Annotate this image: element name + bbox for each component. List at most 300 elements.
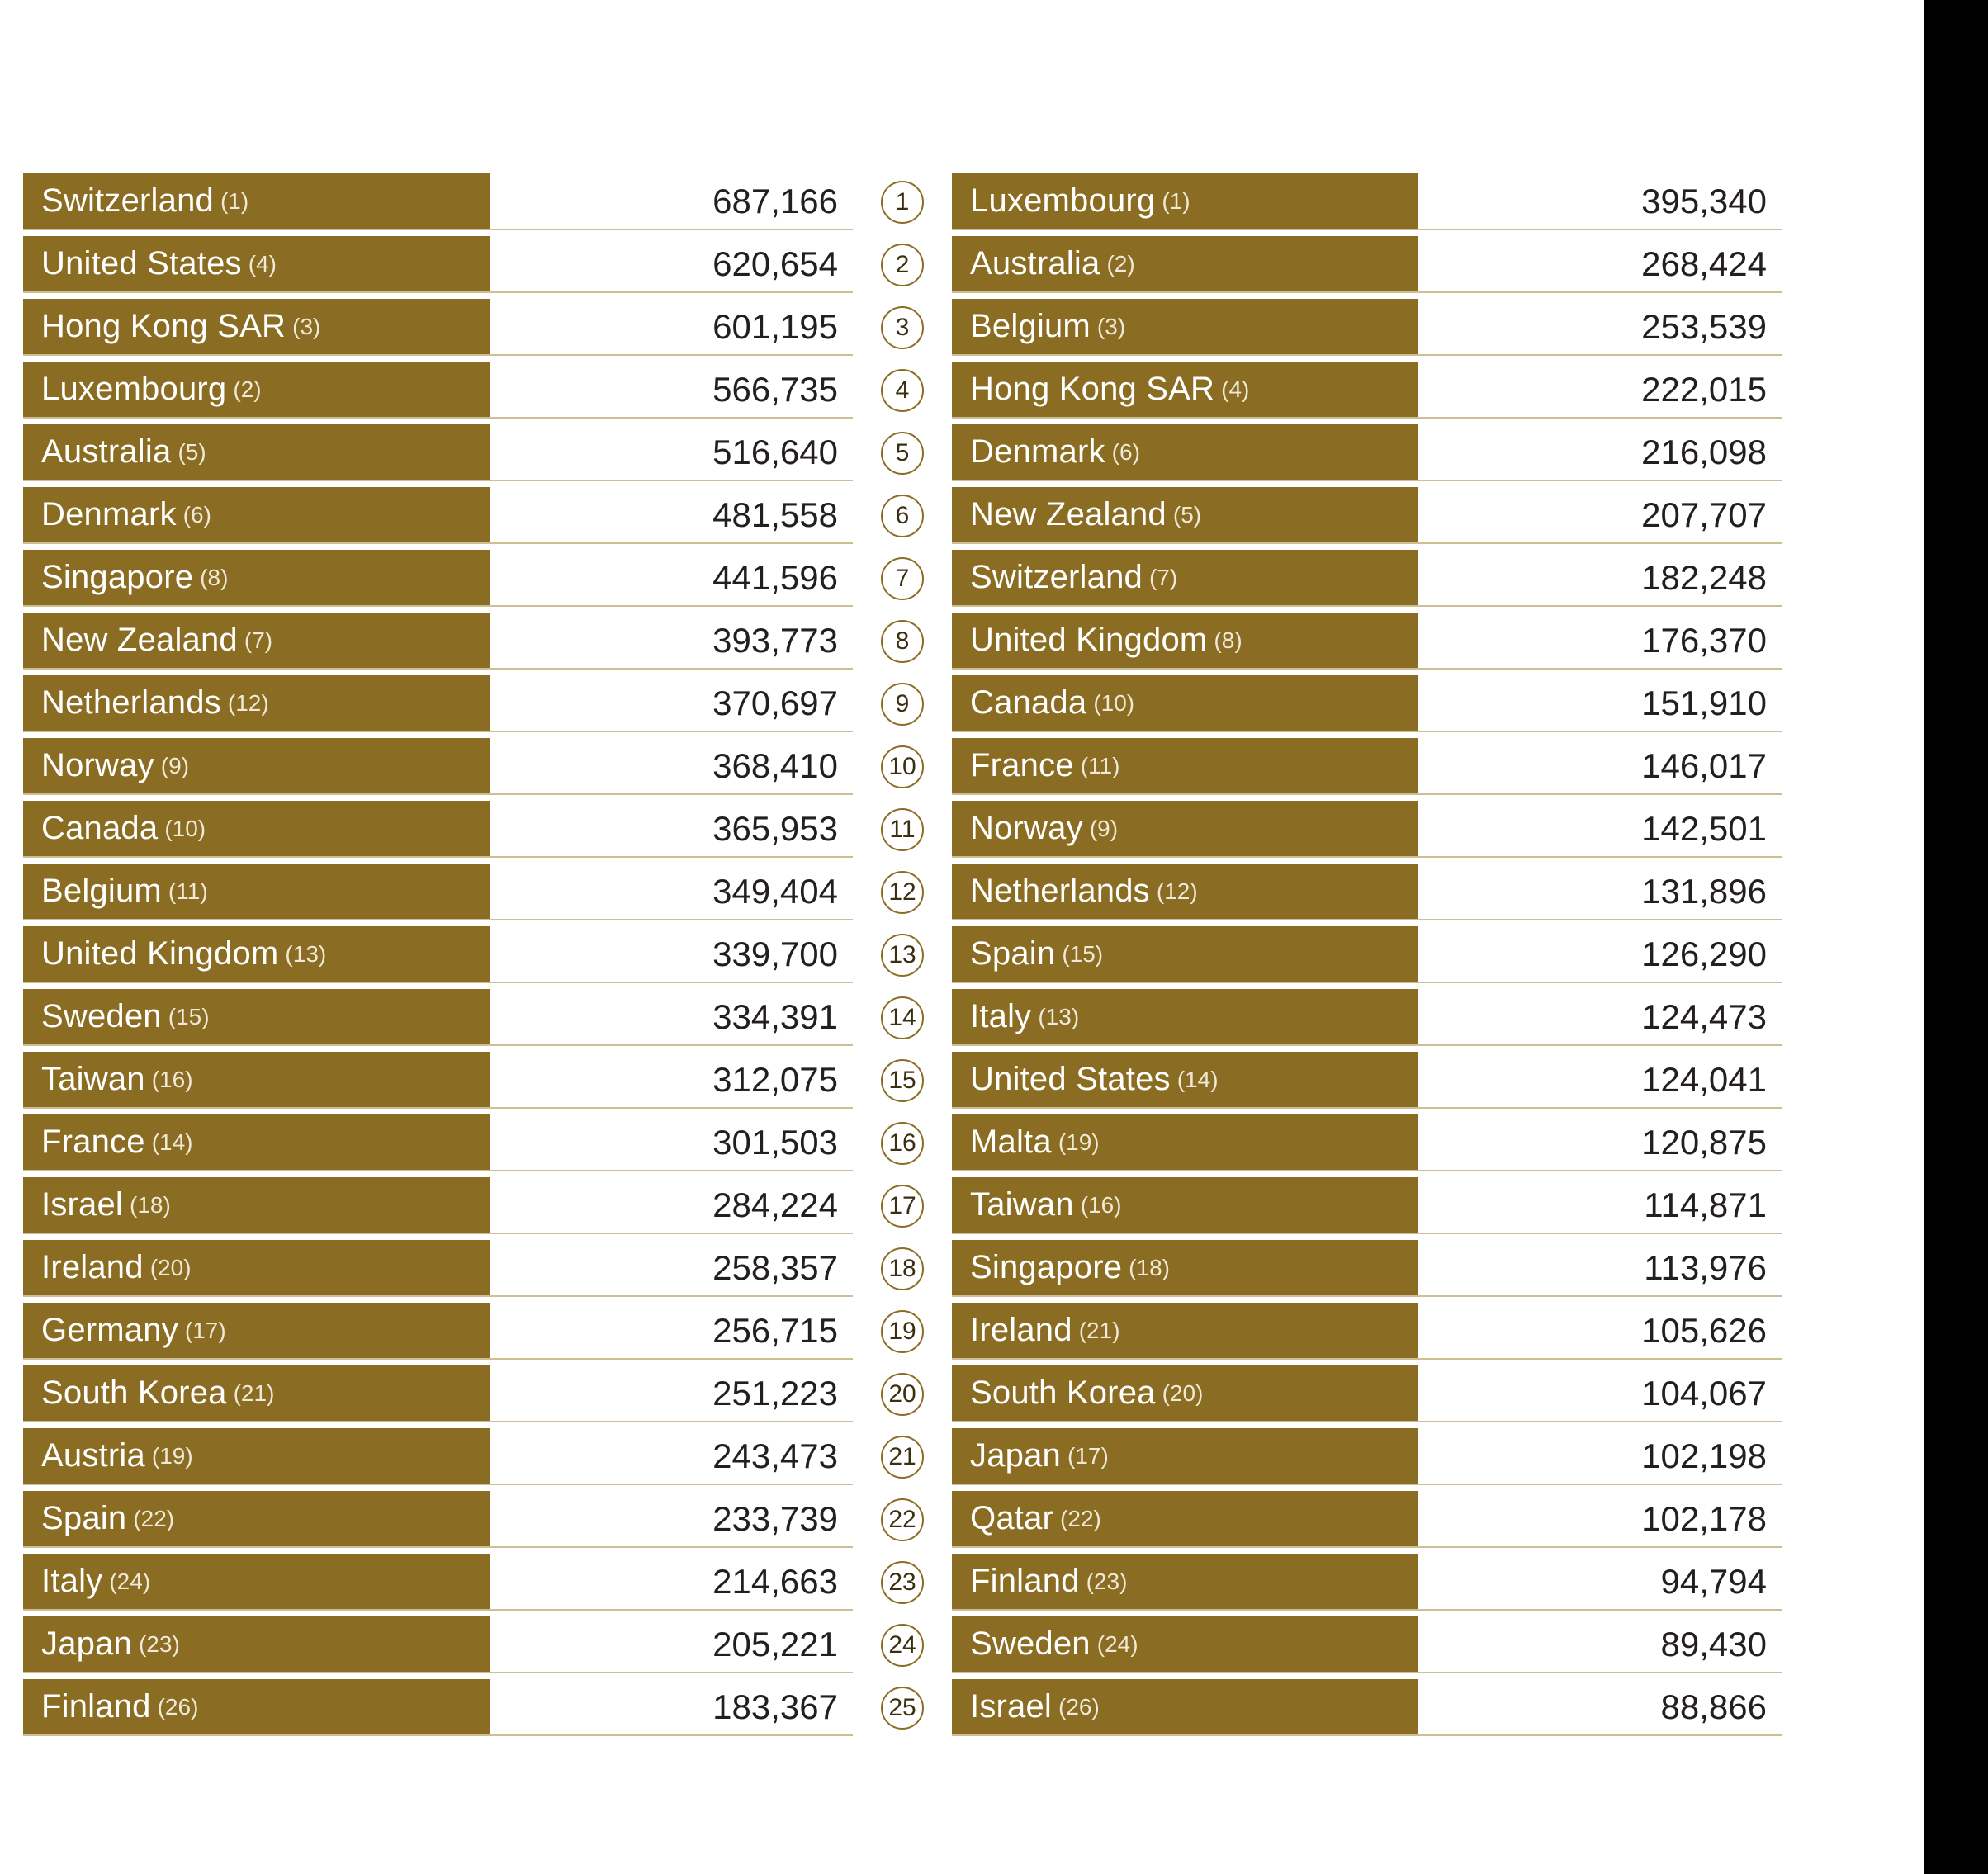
rank-badge bbox=[881, 989, 924, 1046]
value-label: 566,735 bbox=[712, 369, 838, 409]
value-cell bbox=[490, 424, 853, 481]
value-label: 102,178 bbox=[1641, 1498, 1767, 1538]
country-label: Canada bbox=[41, 810, 159, 846]
rank-number: 10 bbox=[881, 745, 924, 788]
country-label: Australia bbox=[970, 245, 1100, 282]
country-label: South Korea bbox=[41, 1375, 227, 1411]
value-label: 114,871 bbox=[1644, 1185, 1767, 1224]
value-label: 182,248 bbox=[1641, 557, 1767, 597]
previous-rank-label: (10) bbox=[1093, 689, 1135, 716]
previous-rank-label: (18) bbox=[130, 1191, 171, 1218]
country-cell bbox=[952, 1428, 1418, 1485]
previous-rank-label: (6) bbox=[182, 501, 211, 528]
value-cell bbox=[1418, 613, 1782, 670]
table-row bbox=[952, 1177, 1782, 1234]
value-cell bbox=[1418, 801, 1782, 858]
previous-rank-label: (16) bbox=[151, 1066, 193, 1092]
value-cell bbox=[1418, 1679, 1782, 1736]
value-label: 284,224 bbox=[712, 1185, 838, 1224]
country-cell bbox=[23, 550, 490, 607]
country-label: United States bbox=[41, 245, 242, 282]
table-row bbox=[23, 1616, 853, 1673]
value-cell bbox=[490, 1554, 853, 1611]
country-label: Luxembourg bbox=[970, 182, 1156, 219]
value-cell bbox=[1418, 1177, 1782, 1234]
previous-rank-label: (2) bbox=[233, 376, 262, 402]
country-label: Italy bbox=[41, 1563, 103, 1599]
previous-rank-label: (5) bbox=[178, 438, 206, 465]
country-cell bbox=[23, 801, 490, 858]
rank-number: 12 bbox=[881, 871, 924, 914]
table-row bbox=[952, 1616, 1782, 1673]
country-cell bbox=[952, 1365, 1418, 1422]
country-cell bbox=[952, 362, 1418, 419]
previous-rank-label: (7) bbox=[1148, 564, 1178, 590]
table-row bbox=[23, 1052, 853, 1109]
previous-rank-label: (9) bbox=[160, 752, 190, 778]
country-label: Qatar bbox=[970, 1500, 1054, 1536]
country-cell bbox=[23, 1303, 490, 1360]
country-label: Malta bbox=[970, 1124, 1052, 1160]
country-label: Sweden bbox=[970, 1626, 1091, 1662]
value-cell bbox=[490, 550, 853, 607]
previous-rank-label: (1) bbox=[220, 187, 249, 214]
value-label: 94,794 bbox=[1660, 1561, 1767, 1601]
country-label: Japan bbox=[41, 1626, 132, 1662]
value-cell bbox=[490, 1616, 853, 1673]
country-label: Ireland bbox=[970, 1312, 1072, 1348]
value-cell bbox=[1418, 1114, 1782, 1171]
country-label: Belgium bbox=[41, 873, 162, 909]
country-cell bbox=[23, 362, 490, 419]
table-row bbox=[952, 173, 1782, 230]
country-cell bbox=[23, 173, 490, 230]
table-row bbox=[23, 989, 853, 1046]
country-cell bbox=[952, 1052, 1418, 1109]
previous-rank-label: (10) bbox=[164, 815, 206, 841]
previous-rank-label: (20) bbox=[1162, 1379, 1204, 1406]
previous-rank-label: (2) bbox=[1106, 250, 1135, 277]
rank-number: 14 bbox=[881, 996, 924, 1039]
country-label: Japan bbox=[970, 1437, 1061, 1474]
value-label: 339,700 bbox=[712, 934, 838, 973]
value-label: 104,067 bbox=[1641, 1373, 1767, 1413]
previous-rank-label: (1) bbox=[1162, 187, 1190, 214]
country-label: Netherlands bbox=[41, 684, 221, 721]
table-row bbox=[952, 1554, 1782, 1611]
value-cell bbox=[490, 864, 853, 920]
value-cell bbox=[490, 173, 853, 230]
country-label: Denmark bbox=[41, 496, 177, 532]
value-cell bbox=[1418, 1303, 1782, 1360]
country-label: Hong Kong SAR bbox=[41, 308, 286, 344]
country-label: Taiwan bbox=[970, 1186, 1074, 1223]
country-cell bbox=[952, 801, 1418, 858]
table-row bbox=[952, 864, 1782, 920]
table-row bbox=[952, 1679, 1782, 1736]
country-label: Norway bbox=[41, 747, 154, 783]
value-label: 601,195 bbox=[712, 306, 838, 346]
table-row bbox=[952, 362, 1782, 419]
country-label: Israel bbox=[970, 1688, 1053, 1725]
country-cell bbox=[23, 926, 490, 983]
previous-rank-label: (14) bbox=[151, 1129, 193, 1155]
rank-badge bbox=[881, 236, 924, 293]
value-label: 243,473 bbox=[712, 1436, 838, 1475]
value-cell bbox=[490, 613, 853, 670]
value-cell bbox=[1418, 864, 1782, 920]
right-ranking-table bbox=[952, 173, 1782, 1742]
previous-rank-label: (19) bbox=[151, 1442, 193, 1469]
previous-rank-label: (26) bbox=[157, 1693, 199, 1720]
table-row bbox=[23, 487, 853, 544]
country-label: Spain bbox=[41, 1500, 127, 1536]
value-label: 183,367 bbox=[712, 1687, 838, 1726]
value-label: 216,098 bbox=[1641, 432, 1767, 471]
value-label: 334,391 bbox=[712, 996, 838, 1036]
rank-number: 17 bbox=[881, 1185, 924, 1228]
value-label: 151,910 bbox=[1641, 683, 1767, 722]
value-label: 393,773 bbox=[712, 620, 838, 660]
table-row bbox=[23, 1177, 853, 1234]
country-label: Singapore bbox=[970, 1249, 1123, 1285]
rank-number: 24 bbox=[881, 1624, 924, 1667]
country-cell bbox=[952, 424, 1418, 481]
value-label: 516,640 bbox=[712, 432, 838, 471]
country-cell bbox=[23, 989, 490, 1046]
country-label: United Kingdom bbox=[970, 622, 1208, 658]
previous-rank-label: (15) bbox=[168, 1003, 210, 1029]
table-row bbox=[952, 424, 1782, 481]
country-cell bbox=[952, 1491, 1418, 1548]
table-row bbox=[952, 675, 1782, 732]
country-label: Switzerland bbox=[41, 182, 214, 219]
rank-number: 1 bbox=[881, 181, 924, 224]
country-cell bbox=[952, 989, 1418, 1046]
country-cell bbox=[23, 1679, 490, 1736]
country-cell bbox=[23, 1365, 490, 1422]
country-label: Luxembourg bbox=[41, 371, 227, 407]
country-cell bbox=[952, 1114, 1418, 1171]
rank-number: 11 bbox=[881, 808, 924, 851]
table-row bbox=[23, 1114, 853, 1171]
country-cell bbox=[952, 738, 1418, 795]
table-row bbox=[952, 926, 1782, 983]
previous-rank-label: (23) bbox=[1086, 1568, 1128, 1594]
country-cell bbox=[952, 550, 1418, 607]
value-label: 620,654 bbox=[712, 244, 838, 283]
value-label: 89,430 bbox=[1660, 1624, 1767, 1663]
previous-rank-label: (22) bbox=[1060, 1505, 1101, 1531]
previous-rank-label: (24) bbox=[1096, 1630, 1138, 1657]
value-label: 370,697 bbox=[712, 683, 838, 722]
rank-number: 9 bbox=[881, 683, 924, 726]
country-cell bbox=[952, 926, 1418, 983]
previous-rank-label: (8) bbox=[1214, 627, 1242, 653]
value-label: 142,501 bbox=[1641, 808, 1767, 848]
value-cell bbox=[490, 236, 853, 293]
rank-badge bbox=[881, 173, 924, 230]
value-label: 258,357 bbox=[712, 1247, 838, 1287]
previous-rank-label: (21) bbox=[1078, 1317, 1120, 1343]
value-cell bbox=[1418, 1428, 1782, 1485]
country-label: Singapore bbox=[41, 559, 194, 595]
country-label: France bbox=[970, 747, 1074, 783]
country-cell bbox=[23, 738, 490, 795]
rank-badge bbox=[881, 1616, 924, 1673]
value-cell bbox=[1418, 1491, 1782, 1548]
country-label: Canada bbox=[970, 684, 1087, 721]
table-row bbox=[952, 299, 1782, 356]
value-label: 126,290 bbox=[1641, 934, 1767, 973]
table-row bbox=[952, 613, 1782, 670]
value-label: 365,953 bbox=[712, 808, 838, 848]
country-cell bbox=[23, 1554, 490, 1611]
country-label: Netherlands bbox=[970, 873, 1150, 909]
value-label: 131,896 bbox=[1641, 871, 1767, 911]
rank-number: 4 bbox=[881, 369, 924, 412]
rank-number: 22 bbox=[881, 1498, 924, 1541]
country-label: Italy bbox=[970, 998, 1032, 1034]
value-cell bbox=[490, 675, 853, 732]
rank-badge bbox=[881, 1554, 924, 1611]
value-cell bbox=[1418, 424, 1782, 481]
value-label: 222,015 bbox=[1641, 369, 1767, 409]
country-label: United States bbox=[970, 1061, 1171, 1097]
country-cell bbox=[23, 1177, 490, 1234]
value-label: 253,539 bbox=[1641, 306, 1767, 346]
left-ranking-table bbox=[23, 173, 853, 1742]
previous-rank-label: (14) bbox=[1176, 1066, 1219, 1092]
rank-badge bbox=[881, 362, 924, 419]
value-cell bbox=[490, 1052, 853, 1109]
rank-badge bbox=[881, 1365, 924, 1422]
previous-rank-label: (18) bbox=[1129, 1254, 1170, 1280]
rank-number: 15 bbox=[881, 1059, 924, 1102]
country-cell bbox=[952, 1616, 1418, 1673]
rank-badge bbox=[881, 926, 924, 983]
country-label: Belgium bbox=[970, 308, 1091, 344]
rank-number: 13 bbox=[881, 934, 924, 977]
previous-rank-label: (11) bbox=[1080, 752, 1120, 778]
rank-badge bbox=[881, 1177, 924, 1234]
value-cell bbox=[490, 1177, 853, 1234]
previous-rank-label: (23) bbox=[138, 1630, 180, 1657]
table-row bbox=[952, 738, 1782, 795]
country-cell bbox=[952, 1303, 1418, 1360]
country-label: Spain bbox=[970, 935, 1056, 972]
country-label: Switzerland bbox=[970, 559, 1143, 595]
country-label: Austria bbox=[41, 1437, 145, 1474]
table-row bbox=[952, 487, 1782, 544]
rank-badge bbox=[881, 424, 924, 481]
value-cell bbox=[1418, 487, 1782, 544]
rank-badge bbox=[881, 1491, 924, 1548]
value-cell bbox=[1418, 675, 1782, 732]
value-label: 251,223 bbox=[712, 1373, 838, 1413]
previous-rank-label: (15) bbox=[1062, 940, 1104, 967]
value-cell bbox=[490, 1491, 853, 1548]
rank-badge bbox=[881, 299, 924, 356]
value-cell bbox=[490, 362, 853, 419]
previous-rank-label: (7) bbox=[244, 627, 273, 653]
table-row bbox=[952, 1428, 1782, 1485]
previous-rank-label: (3) bbox=[292, 313, 321, 339]
previous-rank-label: (17) bbox=[184, 1317, 226, 1343]
country-cell bbox=[952, 1240, 1418, 1297]
value-label: 256,715 bbox=[712, 1310, 838, 1350]
table-row bbox=[23, 299, 853, 356]
rank-badge bbox=[881, 1114, 924, 1171]
value-cell bbox=[490, 801, 853, 858]
previous-rank-label: (4) bbox=[248, 250, 277, 277]
value-label: 233,739 bbox=[712, 1498, 838, 1538]
rank-number: 23 bbox=[881, 1561, 924, 1604]
country-label: New Zealand bbox=[41, 622, 238, 658]
table-row bbox=[23, 801, 853, 858]
rank-badge bbox=[881, 1052, 924, 1109]
table-row bbox=[952, 550, 1782, 607]
value-cell bbox=[1418, 989, 1782, 1046]
country-label: Australia bbox=[41, 433, 172, 470]
country-cell bbox=[952, 1679, 1418, 1736]
country-cell bbox=[23, 487, 490, 544]
country-cell bbox=[23, 1616, 490, 1673]
country-cell bbox=[23, 675, 490, 732]
value-label: 124,041 bbox=[1641, 1059, 1767, 1099]
country-cell bbox=[952, 1177, 1418, 1234]
rank-column bbox=[853, 173, 952, 1742]
country-label: Germany bbox=[41, 1312, 178, 1348]
country-label: Finland bbox=[970, 1563, 1080, 1599]
value-cell bbox=[490, 487, 853, 544]
rank-badge bbox=[881, 1428, 924, 1485]
table-row bbox=[23, 738, 853, 795]
previous-rank-label: (20) bbox=[149, 1254, 192, 1280]
table-row bbox=[23, 1303, 853, 1360]
value-label: 312,075 bbox=[712, 1059, 838, 1099]
country-cell bbox=[23, 1491, 490, 1548]
previous-rank-label: (12) bbox=[227, 689, 269, 716]
rank-number: 16 bbox=[881, 1122, 924, 1165]
country-label: France bbox=[41, 1124, 145, 1160]
value-label: 120,875 bbox=[1641, 1122, 1767, 1162]
table-row bbox=[23, 173, 853, 230]
country-cell bbox=[952, 1554, 1418, 1611]
value-cell bbox=[490, 1428, 853, 1485]
previous-rank-label: (24) bbox=[109, 1568, 151, 1594]
table-row bbox=[23, 1365, 853, 1422]
rank-number: 20 bbox=[881, 1373, 924, 1416]
value-label: 102,198 bbox=[1641, 1436, 1767, 1475]
previous-rank-label: (13) bbox=[1038, 1003, 1080, 1029]
previous-rank-label: (3) bbox=[1096, 313, 1126, 339]
previous-rank-label: (12) bbox=[1156, 878, 1198, 904]
rank-number: 8 bbox=[881, 620, 924, 663]
country-cell bbox=[23, 299, 490, 356]
previous-rank-label: (13) bbox=[285, 940, 327, 967]
rank-number: 21 bbox=[881, 1436, 924, 1479]
value-cell bbox=[490, 1303, 853, 1360]
value-cell bbox=[1418, 1365, 1782, 1422]
table-row bbox=[23, 1491, 853, 1548]
value-label: 214,663 bbox=[712, 1561, 838, 1601]
value-cell bbox=[1418, 550, 1782, 607]
country-label: Norway bbox=[970, 810, 1083, 846]
rank-badge bbox=[881, 1303, 924, 1360]
value-cell bbox=[1418, 1616, 1782, 1673]
table-row bbox=[952, 236, 1782, 293]
rank-number: 25 bbox=[881, 1687, 924, 1730]
country-cell bbox=[952, 299, 1418, 356]
country-label: Taiwan bbox=[41, 1061, 145, 1097]
value-cell bbox=[490, 1365, 853, 1422]
previous-rank-label: (21) bbox=[233, 1379, 275, 1406]
value-label: 113,976 bbox=[1644, 1247, 1767, 1287]
value-cell bbox=[1418, 1554, 1782, 1611]
table-row bbox=[23, 675, 853, 732]
rank-badge bbox=[881, 864, 924, 920]
rank-number: 2 bbox=[881, 244, 924, 286]
country-cell bbox=[952, 173, 1418, 230]
previous-rank-label: (6) bbox=[1111, 438, 1140, 465]
country-cell bbox=[23, 424, 490, 481]
value-cell bbox=[490, 299, 853, 356]
table-row bbox=[23, 236, 853, 293]
value-label: 368,410 bbox=[712, 745, 838, 785]
previous-rank-label: (17) bbox=[1067, 1442, 1109, 1469]
country-cell bbox=[952, 613, 1418, 670]
rank-badge bbox=[881, 738, 924, 795]
country-cell bbox=[23, 1114, 490, 1171]
table-row bbox=[952, 1114, 1782, 1171]
table-row bbox=[23, 362, 853, 419]
rank-number: 3 bbox=[881, 306, 924, 349]
table-row bbox=[23, 550, 853, 607]
value-cell bbox=[490, 926, 853, 983]
rank-badge bbox=[881, 613, 924, 670]
country-cell bbox=[23, 864, 490, 920]
value-label: 301,503 bbox=[712, 1122, 838, 1162]
value-label: 687,166 bbox=[712, 181, 838, 220]
country-cell bbox=[952, 864, 1418, 920]
rank-badge bbox=[881, 675, 924, 732]
table-row bbox=[952, 1491, 1782, 1548]
country-label: Hong Kong SAR bbox=[970, 371, 1215, 407]
table-row bbox=[23, 1240, 853, 1297]
rank-number: 7 bbox=[881, 557, 924, 600]
value-cell bbox=[1418, 1240, 1782, 1297]
country-label: Sweden bbox=[41, 998, 162, 1034]
value-cell bbox=[490, 989, 853, 1046]
table-row bbox=[23, 1679, 853, 1736]
value-label: 207,707 bbox=[1641, 495, 1767, 534]
value-label: 395,340 bbox=[1641, 181, 1767, 220]
country-cell bbox=[952, 236, 1418, 293]
value-label: 441,596 bbox=[712, 557, 838, 597]
table-row bbox=[952, 989, 1782, 1046]
value-label: 124,473 bbox=[1641, 996, 1767, 1036]
previous-rank-label: (22) bbox=[133, 1505, 175, 1531]
table-row bbox=[23, 1428, 853, 1485]
country-label: South Korea bbox=[970, 1375, 1156, 1411]
country-label: Israel bbox=[41, 1186, 124, 1223]
value-cell bbox=[1418, 362, 1782, 419]
value-cell bbox=[490, 1679, 853, 1736]
rank-badge bbox=[881, 550, 924, 607]
value-label: 481,558 bbox=[712, 495, 838, 534]
table-row bbox=[23, 613, 853, 670]
